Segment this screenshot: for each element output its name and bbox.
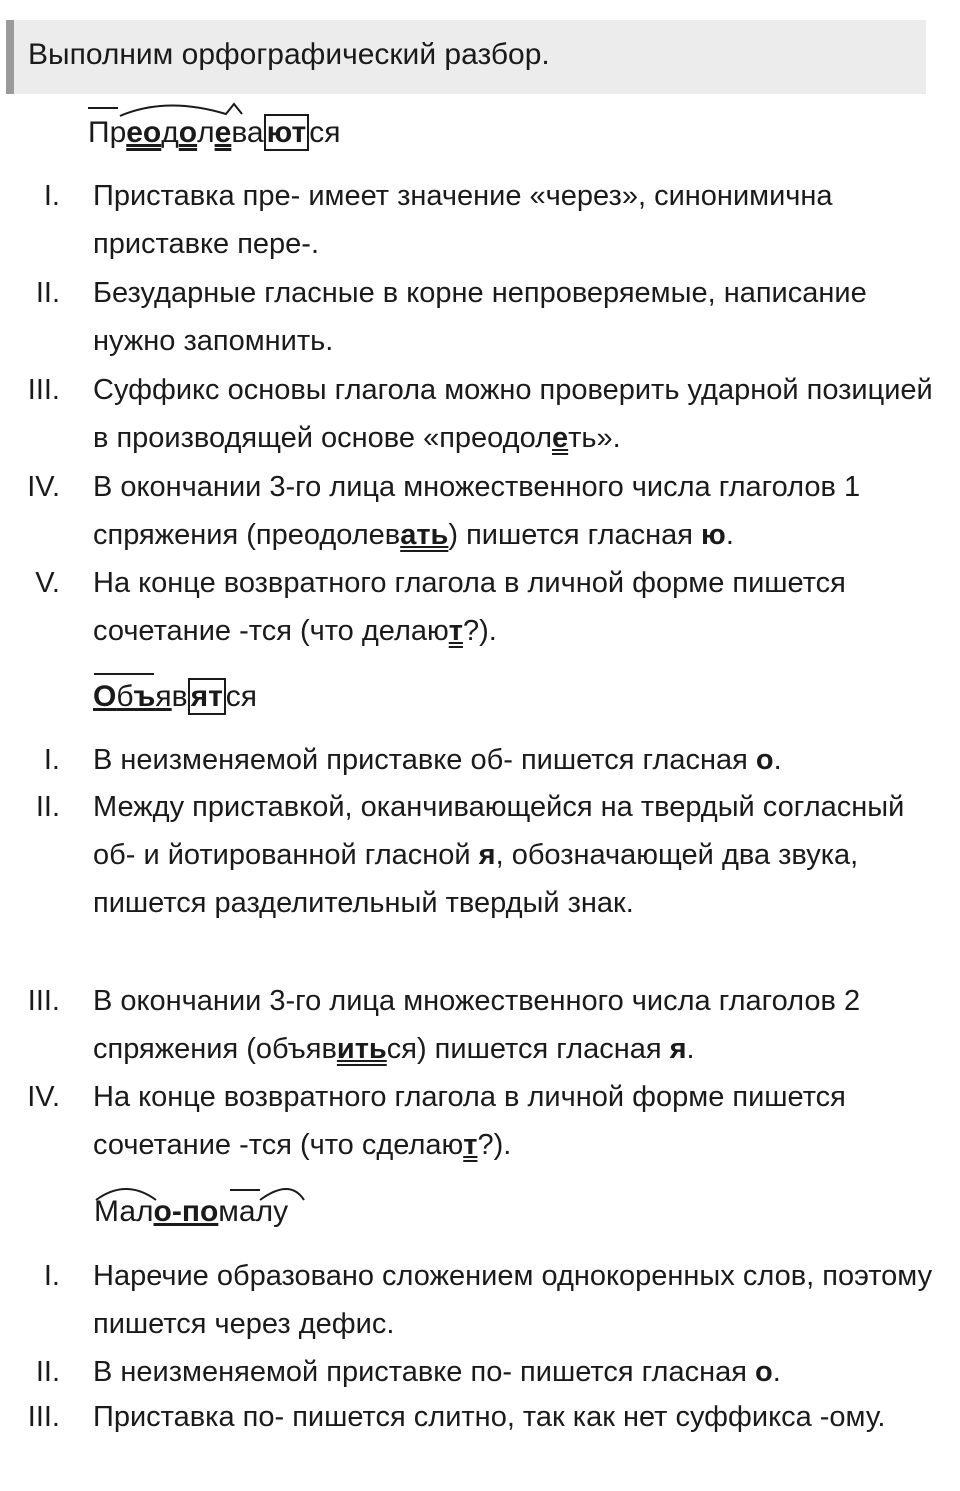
list-item: Наречие образовано сложением однокоренных слов, поэтому пишется через дефис.	[93, 1260, 933, 1340]
list-item: Суффикс основы глагола можно проверить ударной позицией в производящей основе «преодолеть».	[93, 374, 933, 454]
list-item: На конце возвратного глагола в личной форме пишется сочетание -тся (что делают?).	[93, 567, 846, 647]
item-number: I.	[43, 180, 60, 212]
item-number: II.	[35, 277, 60, 309]
root-arc	[120, 104, 242, 116]
item-number: II.	[35, 1356, 60, 1388]
item-number: I.	[43, 744, 60, 776]
section-header	[6, 20, 926, 94]
list-item: В окончании 3-го лица множественного числа глаголов 2 спряжения (объявиться) пишется гласная я.	[93, 985, 861, 1065]
word-1: Преодолева ют ся	[88, 116, 341, 149]
word-3: Мало-помалу	[94, 1195, 289, 1228]
item-number: II.	[35, 791, 60, 823]
list-item: В неизменяемой приставке по- пишется гласная о.	[93, 1356, 781, 1388]
list-item: На конце возвратного глагола в личной форме пишется сочетание -тся (что сделают?).	[93, 1081, 846, 1161]
list-item: Приставка пре- имеет значение «через», синонимична приставке пере-.	[93, 180, 833, 260]
list-item: В окончании 3-го лица множественного числа глаголов 1 спряжения (преодолевать) пишется гласная ю.	[93, 471, 861, 551]
item-number: IV.	[27, 1081, 60, 1113]
item-number: IV.	[27, 471, 60, 503]
list-item: В неизменяемой приставке об- пишется гласная о.	[93, 744, 782, 776]
header-title: Выполним орфографический разбор.	[28, 38, 550, 71]
item-number: III.	[27, 985, 60, 1017]
list-item: Между приставкой, оканчивающейся на твердый согласный об- и йотированной гласной я, обозначающей два звука, пишется разделительный твердый знак.	[93, 791, 905, 919]
list-item: Безударные гласные в корне непроверяемые, написание нужно запомнить.	[93, 277, 867, 357]
item-number: III.	[27, 374, 60, 406]
word-2: Объяв ят ся	[93, 680, 258, 713]
item-number: V.	[35, 567, 60, 599]
list-item: Приставка по- пишется слитно, так как нет суффикса -ому.	[93, 1401, 886, 1433]
item-number: I.	[43, 1260, 60, 1292]
item-number: III.	[27, 1401, 60, 1433]
